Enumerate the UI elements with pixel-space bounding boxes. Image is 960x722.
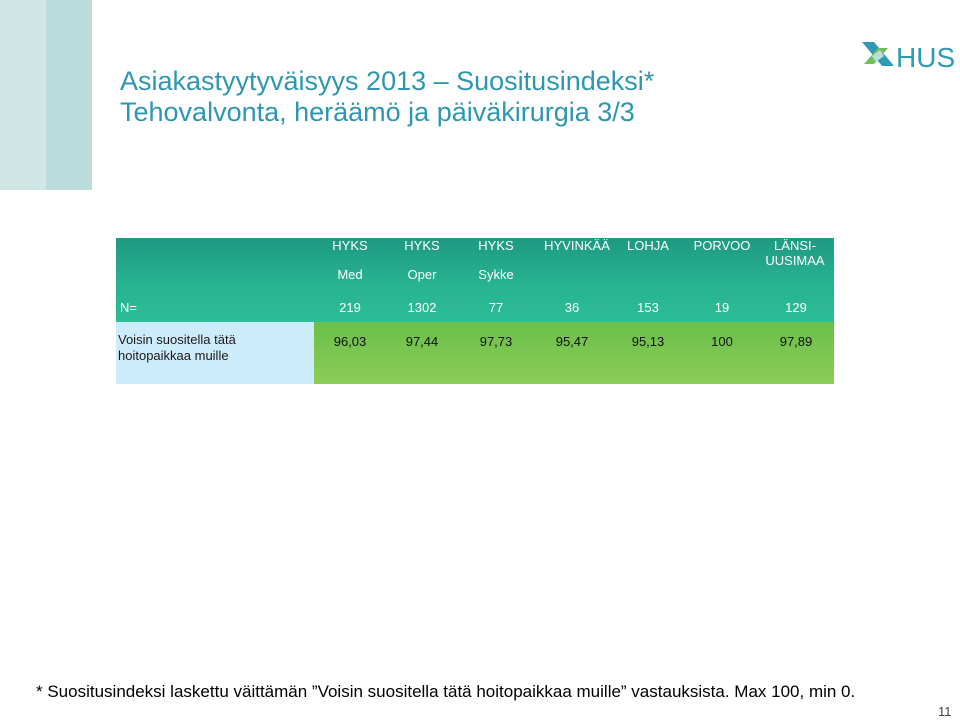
n-label: N= xyxy=(120,300,137,315)
n-value: 19 xyxy=(714,300,730,315)
satisfaction-table xyxy=(116,238,834,384)
decorative-block-light xyxy=(0,0,46,190)
column-header-hyks-oper xyxy=(386,238,458,282)
recommendation-index-value: 97,73 xyxy=(479,334,513,349)
row-label: Voisin suositella tätä hoitopaikkaa muille xyxy=(118,332,236,363)
column-header-hyks-sykke xyxy=(460,238,532,282)
title-line-2: Tehovalvonta, heräämö ja päiväkirurgia 3/3 xyxy=(120,97,635,127)
column-header-porvoo: PORVOO xyxy=(693,238,751,253)
recommendation-index-value: 97,44 xyxy=(405,334,439,349)
column-header-line2: Med xyxy=(337,267,363,282)
hus-cross-logo-icon xyxy=(858,36,898,76)
column-header-hyks-med xyxy=(314,238,386,282)
row-values-band xyxy=(314,322,834,384)
recommendation-index-value: 97,89 xyxy=(779,334,813,349)
column-header-line1: HYKS xyxy=(478,238,514,253)
hus-logo-text: HUS xyxy=(896,42,956,73)
column-header-line1: HYKS xyxy=(332,238,368,253)
column-header-line2: Oper xyxy=(407,267,437,282)
slide-title xyxy=(120,66,654,128)
column-header-hyvinkaa: HYVINKÄÄ xyxy=(544,238,610,253)
n-value: 77 xyxy=(488,300,504,315)
recommendation-index-value: 96,03 xyxy=(333,334,367,349)
title-line-1: Asiakastyytyväisyys 2013 – Suositusindeksi* xyxy=(120,66,655,96)
column-header-lohja: LOHJA xyxy=(627,238,669,253)
n-value: 1302 xyxy=(407,300,437,315)
hus-logo xyxy=(858,36,954,80)
recommendation-index-value: 95,13 xyxy=(631,334,665,349)
recommendation-index-value: 95,47 xyxy=(555,334,589,349)
n-value: 129 xyxy=(785,300,807,315)
recommendation-index-value: 100 xyxy=(711,334,733,349)
footnote: * Suositusindeksi laskettu väittämän ”Voisin suositella tätä hoitopaikkaa muille” vastauksista. Max 100, min 0. xyxy=(36,682,856,701)
column-header-lansi-uusimaa: LÄNSI-UUSIMAA xyxy=(765,238,825,268)
n-value: 219 xyxy=(339,300,361,315)
column-header-line1: HYKS xyxy=(404,238,440,253)
n-value: 153 xyxy=(637,300,659,315)
n-value: 36 xyxy=(564,300,580,315)
page-number: 11 xyxy=(938,704,952,719)
column-header-line2: Sykke xyxy=(478,267,514,282)
